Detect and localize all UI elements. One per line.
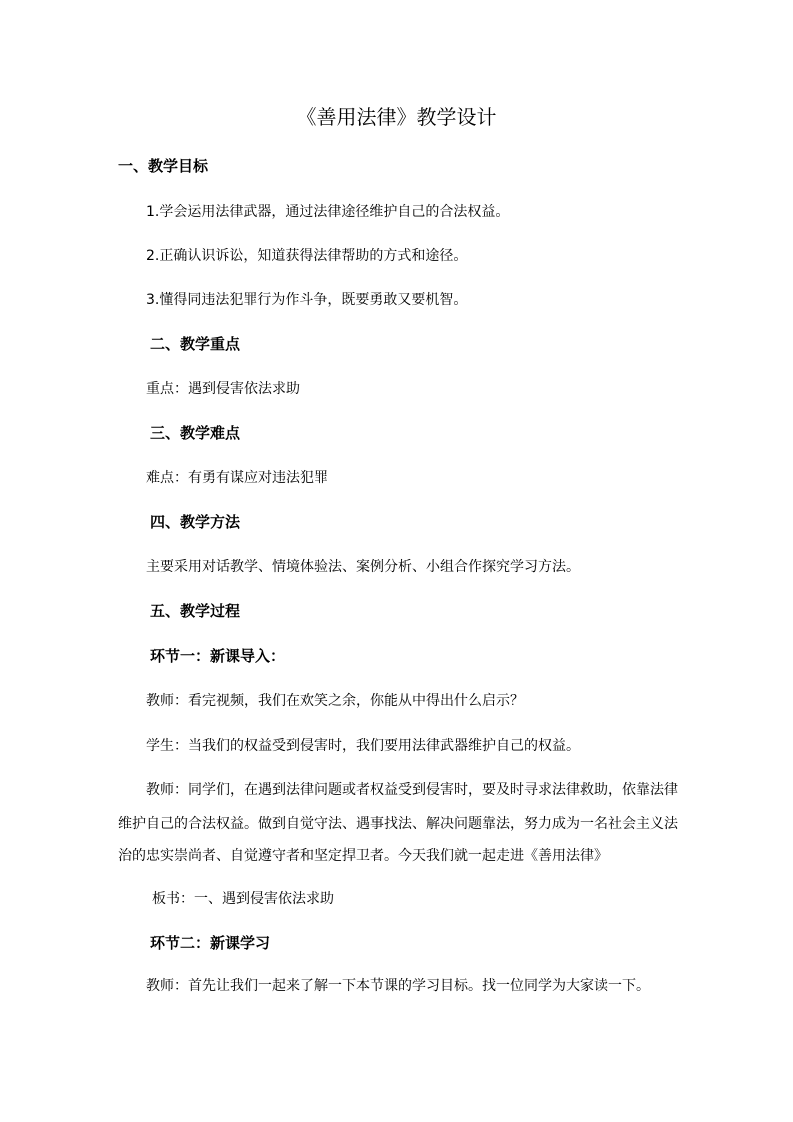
goal-item-1: 1.学会运用法律武器，通过法律途径维护自己的合法权益。 <box>146 204 510 220</box>
teacher-line-3: 教师：首先让我们一起来了解一下本节课的学习目标。找一位同学为大家读一下。 <box>146 978 650 994</box>
teacher-line-2c: 治的忠实崇尚者、自觉遵守者和坚定捍卫者。今天我们就一起走进《善用法律》 <box>118 848 608 864</box>
section-heading-key-points: 二、教学重点 <box>150 335 241 353</box>
section-heading-process: 五、教学过程 <box>150 602 241 620</box>
goal-item-2: 2.正确认识诉讼，知道获得法律帮助的方式和途径。 <box>146 248 468 264</box>
method-text: 主要采用对话教学、情境体验法、案例分析、小组合作探究学习方法。 <box>146 559 580 575</box>
section-heading-methods: 四、教学方法 <box>150 513 241 531</box>
step-heading-1: 环节一：新课导入： <box>150 647 286 665</box>
key-point-text: 重点：遇到侵害依法求助 <box>146 381 300 397</box>
teacher-line-2a: 教师：同学们，在遇到法律问题或者权益受到侵害时，要及时寻求法律救助，依靠法律 <box>146 782 678 798</box>
student-line-1: 学生：当我们的权益受到侵害时，我们要用法律武器维护自己的权益。 <box>146 738 580 754</box>
section-heading-goals: 一、教学目标 <box>118 157 209 175</box>
goal-item-3: 3.懂得同违法犯罪行为作斗争，既要勇敢又要机智。 <box>146 292 468 308</box>
difficulty-text: 难点：有勇有谋应对违法犯罪 <box>146 470 328 486</box>
step-heading-2: 环节二：新课学习 <box>150 934 271 952</box>
teacher-line-2b: 维护自己的合法权益。做到自觉守法、遇事找法、解决问题靠法，努力成为一名社会主义法 <box>118 816 678 832</box>
board-note: 板书：一、遇到侵害依法求助 <box>152 891 334 907</box>
teacher-line-1: 教师：看完视频，我们在欢笑之余，你能从中得出什么启示？ <box>146 693 524 709</box>
document-title: 《善用法律》教学设计 <box>296 105 497 129</box>
section-heading-difficulties: 三、教学难点 <box>150 424 241 442</box>
